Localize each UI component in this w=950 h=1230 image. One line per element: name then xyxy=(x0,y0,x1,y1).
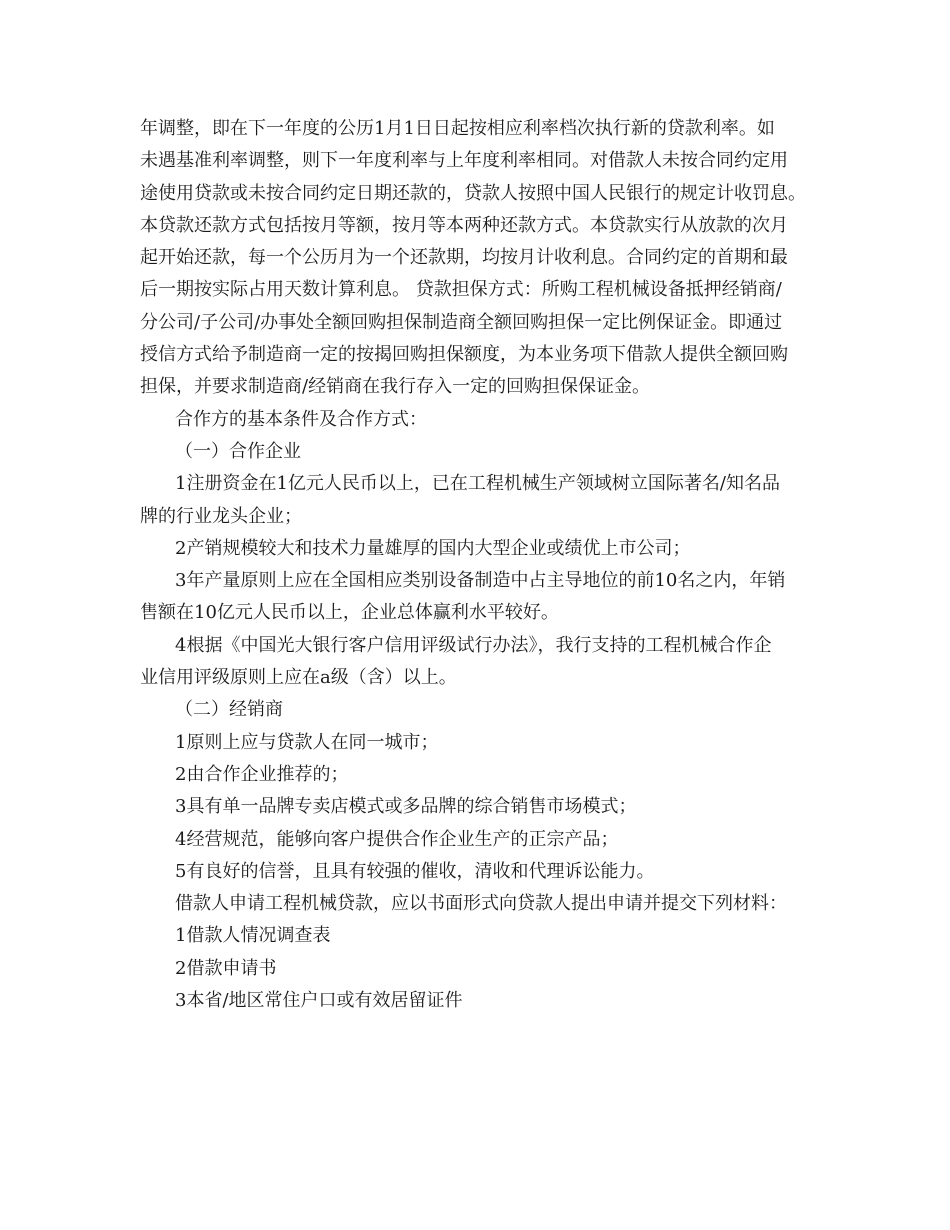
text-line: 借款人申请工程机械贷款，应以书面形式向贷款人提出申请并提交下列材料： xyxy=(175,893,787,915)
text-line: 3本省/地区常住户口或有效居留证件 xyxy=(175,990,463,1012)
text-line: （二）经销商 xyxy=(175,699,283,721)
text-line: 本贷款还款方式包括按月等额，按月等本两种还款方式。本贷款实行从放款的次月 xyxy=(140,214,788,236)
text-line: 1借款人情况调查表 xyxy=(175,925,331,947)
text-line: 后一期按实际占用天数计算利息。 贷款担保方式：所购工程机械设备抵押经销商/ xyxy=(140,279,782,301)
text-line: 4根据《中国光大银行客户信用评级试行办法》，我行支持的工程机械合作企 xyxy=(175,634,772,656)
text-line: 1原则上应与贷款人在同一城市； xyxy=(175,731,439,753)
text-line: 3具有单一品牌专卖店模式或多品牌的综合销售市场模式； xyxy=(175,796,637,818)
text-line: 3年产量原则上应在全国相应类别设备制造中占主导地位的前10名之内，年销 xyxy=(175,570,786,592)
text-line: 业信用评级原则上应在a级（含）以上。 xyxy=(140,667,457,689)
text-line: 2产销规模较大和技术力量雄厚的国内大型企业或绩优上市公司； xyxy=(175,537,691,559)
text-line: 2由合作企业推荐的； xyxy=(175,763,349,785)
text-line: 售额在10亿元人民币以上，企业总体赢利水平较好。 xyxy=(140,602,559,624)
text-line: 5有良好的信誉，且具有较强的催收，清收和代理诉讼能力。 xyxy=(175,860,655,882)
text-line: 分公司/子公司/办事处全额回购担保制造商全额回购担保一定比例保证金。即通过 xyxy=(140,311,783,333)
text-line: 2借款申请书 xyxy=(175,957,277,979)
text-line: 未遇基准利率调整，则下一年度利率与上年度利率相同。对借款人未按合同约定用 xyxy=(140,150,788,172)
text-line: 1注册资金在1亿元人民币以上，已在工程机械生产领域树立国际著名/知名品 xyxy=(175,473,780,495)
text-line: 途使用贷款或未按合同约定日期还款的，贷款人按照中国人民银行的规定计收罚息。 xyxy=(140,182,806,204)
text-line: 4经营规范，能够向客户提供合作企业生产的正宗产品； xyxy=(175,828,619,850)
text-line: 牌的行业龙头企业； xyxy=(140,505,302,527)
document-body xyxy=(140,113,820,1017)
text-line: 合作方的基本条件及合作方式： xyxy=(175,408,427,430)
text-line: （一）合作企业 xyxy=(175,440,301,462)
text-line: 授信方式给予制造商一定的按揭回购担保额度，为本业务项下借款人提供全额回购 xyxy=(140,344,788,366)
text-line: 担保，并要求制造商/经销商在我行存入一定的回购担保保证金。 xyxy=(140,376,651,398)
text-line: 起开始还款，每一个公历月为一个还款期，均按月计收利息。合同约定的首期和最 xyxy=(140,247,788,269)
text-line: 年调整，即在下一年度的公历1月1日日起按相应利率档次执行新的贷款利率。如 xyxy=(140,118,775,139)
